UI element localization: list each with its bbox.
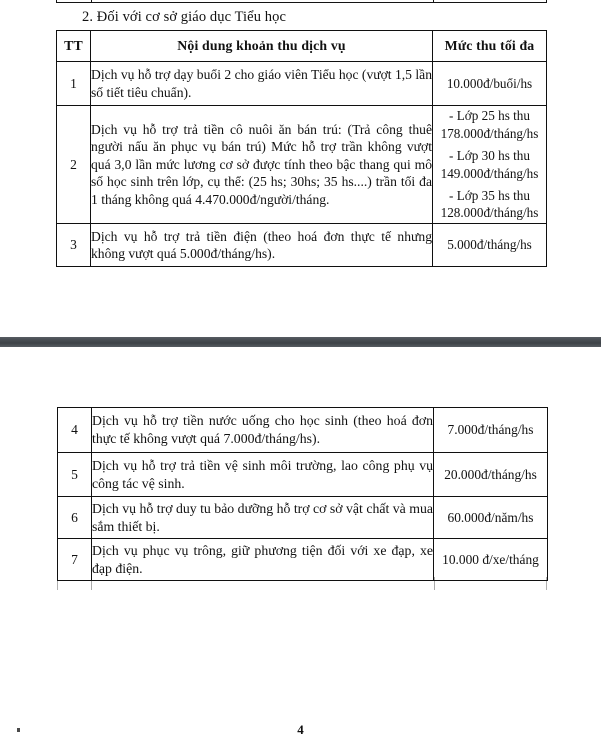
row-index-cell: 6 (58, 497, 92, 539)
service-fee-table-primary (56, 30, 547, 267)
document-page-current (0, 347, 601, 737)
row-index-cell: 3 (57, 224, 91, 267)
table-row (58, 408, 548, 453)
table-row (57, 106, 547, 224)
fee-amount-cell (433, 224, 547, 267)
table-fragment-above (56, 0, 547, 3)
column-header-fee: Mức thu tối đa (433, 31, 547, 62)
fee-amount-cell (434, 497, 548, 539)
service-fee-table-continued (57, 407, 548, 581)
table-fragment-below (57, 577, 547, 590)
service-description-cell: Dịch vụ hỗ trợ trả tiền cô nuôi ăn bán trú: (Trả công thuê người nấu ăn phục vụ bán trú) Mức hỗ trợ trần không vượt quá 3,0 lần mức lương cơ sở được tính theo bậc thang qui mô số học sinh trên lớp, cụ thể: (25 hs; 30hs; 35 hs....) trần tối đa 1 tháng không quá 4.470.000đ/người/tháng. (91, 106, 433, 224)
table-row (58, 497, 548, 539)
column-header-tt: TT (57, 31, 91, 62)
fee-line: 5.000đ/tháng/hs (447, 237, 532, 253)
table-row (58, 539, 548, 581)
fee-line: 128.000đ/tháng/hs (440, 205, 539, 221)
fee-line: - Lớp 35 hs thu (449, 187, 530, 203)
table-fragment-divider-right (433, 0, 434, 2)
column-header-content: Nội dung khoản thu dịch vụ (91, 31, 433, 62)
fee-line: 7.000đ/tháng/hs (447, 422, 534, 438)
fee-amount-cell (433, 106, 547, 224)
fee-line: 178.000đ/tháng/hs (440, 125, 539, 141)
service-description-cell: Dịch vụ hỗ trợ trả tiền vệ sinh môi trường, lao công phụ vụ công tác vệ sinh. (92, 453, 434, 497)
table-row (58, 453, 548, 497)
fee-line: - Lớp 25 hs thu (449, 108, 530, 124)
row-index-cell: 5 (58, 453, 92, 497)
table-fragment-divider-right (434, 577, 435, 590)
fee-amount-cell (434, 539, 548, 581)
table-row (57, 62, 547, 106)
table-row (57, 224, 547, 267)
fee-line: 20.000đ/tháng/hs (444, 466, 537, 482)
fee-amount-cell (434, 453, 548, 497)
fee-line: - Lớp 30 hs thu (449, 148, 530, 164)
row-index-cell: 1 (57, 62, 91, 106)
section-heading: 2. Đối với cơ sở giáo dục Tiểu học (82, 9, 287, 25)
row-index-cell: 2 (57, 106, 91, 224)
service-description-cell: Dịch vụ hỗ trợ dạy buổi 2 cho giáo viên Tiểu học (vượt 1,5 lần số tiết tiêu chuẩn). (91, 62, 433, 106)
service-description-cell: Dịch vụ phục vụ trông, giữ phương tiện đối với xe đạp, xe đạp điện. (92, 539, 434, 581)
fee-line: 10.000đ/buổi/hs (446, 75, 533, 91)
fee-amount-cell (433, 62, 547, 106)
document-page-previous (0, 0, 601, 337)
service-description-cell: Dịch vụ hỗ trợ tiền nước uống cho học sinh (theo hoá đơn thực tế không vượt quá 7.000đ/tháng/hs). (92, 408, 434, 453)
row-index-cell: 4 (58, 408, 92, 453)
table-fragment-divider-left (91, 577, 92, 590)
page-separator-band (0, 337, 601, 347)
row-index-cell: 7 (58, 539, 92, 581)
fee-line: 10.000 đ/xe/tháng (442, 551, 539, 567)
service-description-cell: Dịch vụ hỗ trợ duy tu bảo dưỡng hỗ trợ cơ sở vật chất và mua sắm thiết bị. (92, 497, 434, 539)
table-header-row (57, 31, 547, 62)
table-fragment-divider-left (91, 0, 92, 2)
page-number: 4 (297, 722, 304, 737)
fee-amount-cell (434, 408, 548, 453)
fee-line: 60.000đ/năm/hs (447, 509, 534, 525)
fee-line: 149.000đ/tháng/hs (440, 165, 539, 181)
service-description-cell: Dịch vụ hỗ trợ trả tiền điện (theo hoá đơn thực tế nhưng không vượt quá 5.000đ/tháng/hs). (91, 224, 433, 267)
